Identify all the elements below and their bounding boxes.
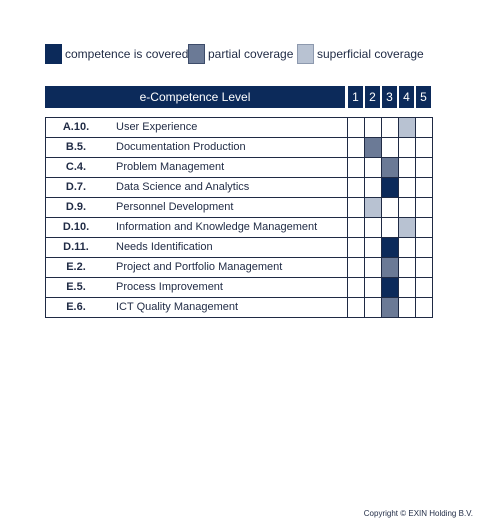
table-row bbox=[46, 198, 433, 218]
level-cell-4 bbox=[398, 298, 415, 317]
level-cell-3 bbox=[381, 158, 398, 177]
legend-swatch-partial bbox=[188, 44, 205, 64]
level-header-4: 4 bbox=[399, 86, 414, 108]
competence-code: E.6. bbox=[66, 301, 86, 313]
level-cell-3 bbox=[381, 118, 398, 137]
level-cell-5 bbox=[415, 238, 432, 257]
level-cell-2 bbox=[364, 258, 381, 277]
level-cell-1 bbox=[347, 278, 364, 297]
level-cell-3 bbox=[381, 238, 398, 257]
level-cell-1 bbox=[347, 198, 364, 217]
level-cell-5 bbox=[415, 118, 432, 137]
level-cell-1 bbox=[347, 178, 364, 197]
competence-code: D.11. bbox=[63, 241, 89, 253]
level-cell-1 bbox=[347, 158, 364, 177]
level-cell-4 bbox=[398, 278, 415, 297]
level-cell-5 bbox=[415, 138, 432, 157]
competence-name: Personnel Development bbox=[116, 201, 234, 213]
level-cell-1 bbox=[347, 118, 364, 137]
legend-swatch-superficial bbox=[297, 44, 314, 64]
competence-name: User Experience bbox=[116, 121, 198, 133]
level-cell-2 bbox=[364, 198, 381, 217]
level-cell-5 bbox=[415, 178, 432, 197]
table-header bbox=[45, 86, 433, 108]
level-cell-2 bbox=[364, 138, 381, 157]
competence-name: Needs Identification bbox=[116, 241, 213, 253]
competence-code: D.7. bbox=[65, 181, 87, 193]
level-cell-2 bbox=[364, 118, 381, 137]
legend-label-partial: partial coverage bbox=[208, 47, 294, 61]
level-header-1: 1 bbox=[348, 86, 363, 108]
table-row bbox=[46, 178, 433, 198]
level-cell-2 bbox=[364, 238, 381, 257]
competence-name: Project and Portfolio Management bbox=[116, 261, 283, 273]
level-cell-3 bbox=[381, 278, 398, 297]
level-cell-1 bbox=[347, 138, 364, 157]
level-cell-4 bbox=[398, 158, 415, 177]
level-header-2: 2 bbox=[365, 86, 380, 108]
level-cell-1 bbox=[347, 218, 364, 237]
table-row bbox=[46, 278, 433, 298]
level-cell-4 bbox=[398, 218, 415, 237]
level-cell-2 bbox=[364, 298, 381, 317]
competence-code: D.9. bbox=[65, 201, 87, 213]
competence-name: Documentation Production bbox=[116, 141, 246, 153]
competence-code: B.5. bbox=[65, 141, 87, 153]
level-cell-3 bbox=[381, 178, 398, 197]
level-cell-2 bbox=[364, 158, 381, 177]
level-cell-4 bbox=[398, 138, 415, 157]
legend-label-covered: competence is covered bbox=[65, 47, 189, 61]
competence-name: Data Science and Analytics bbox=[116, 181, 250, 193]
competence-code: A.10. bbox=[62, 121, 90, 133]
level-cell-4 bbox=[398, 198, 415, 217]
level-cell-2 bbox=[364, 278, 381, 297]
competence-code: D.10. bbox=[62, 221, 90, 233]
competence-code: C.4. bbox=[65, 161, 87, 173]
competence-name: Information and Knowledge Management bbox=[116, 221, 318, 233]
legend-swatch-covered bbox=[45, 44, 62, 64]
competence-code: E.5. bbox=[66, 281, 86, 293]
level-cell-3 bbox=[381, 138, 398, 157]
table-row bbox=[46, 298, 433, 318]
table-row bbox=[46, 158, 433, 178]
level-cell-5 bbox=[415, 198, 432, 217]
copyright: Copyright © EXIN Holding B.V. bbox=[363, 509, 473, 518]
level-header-5: 5 bbox=[416, 86, 431, 108]
competence-name: Problem Management bbox=[116, 161, 225, 173]
level-cell-5 bbox=[415, 218, 432, 237]
table-row bbox=[46, 258, 433, 278]
level-cell-5 bbox=[415, 258, 432, 277]
legend bbox=[45, 44, 445, 66]
level-cell-4 bbox=[398, 238, 415, 257]
level-cell-5 bbox=[415, 278, 432, 297]
level-header-3: 3 bbox=[382, 86, 397, 108]
level-cell-3 bbox=[381, 298, 398, 317]
legend-label-superficial: superficial coverage bbox=[317, 47, 424, 61]
level-cell-1 bbox=[347, 298, 364, 317]
table-row bbox=[46, 218, 433, 238]
level-cell-1 bbox=[347, 238, 364, 257]
table-row bbox=[46, 238, 433, 258]
level-cell-5 bbox=[415, 158, 432, 177]
header-title: e-Competence Level bbox=[45, 86, 345, 108]
competence-table bbox=[45, 117, 433, 318]
table-row bbox=[46, 138, 433, 158]
table-row bbox=[46, 118, 433, 138]
level-cell-1 bbox=[347, 258, 364, 277]
level-cell-2 bbox=[364, 218, 381, 237]
level-cell-4 bbox=[398, 118, 415, 137]
level-cell-4 bbox=[398, 178, 415, 197]
level-cell-3 bbox=[381, 258, 398, 277]
competence-name: Process Improvement bbox=[116, 281, 223, 293]
competence-code: E.2. bbox=[66, 261, 86, 273]
level-cell-2 bbox=[364, 178, 381, 197]
level-cell-4 bbox=[398, 258, 415, 277]
competence-name: ICT Quality Management bbox=[116, 301, 239, 313]
level-cell-3 bbox=[381, 198, 398, 217]
level-cell-3 bbox=[381, 218, 398, 237]
level-cell-5 bbox=[415, 298, 432, 317]
